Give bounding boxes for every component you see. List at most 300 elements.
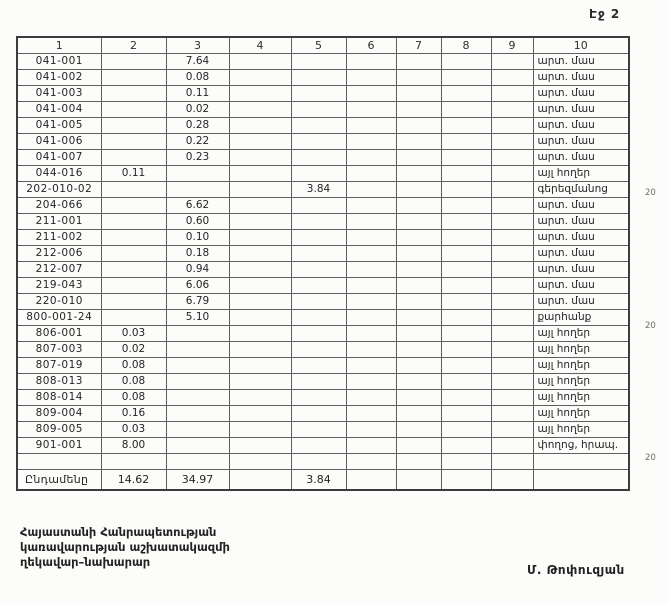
table-row <box>17 214 629 230</box>
table-cell: 806-001 <box>17 326 101 342</box>
footer-line-2: կառավարության աշխատակազմի <box>20 540 230 554</box>
table-cell <box>229 182 291 198</box>
table-cell: 204-066 <box>17 198 101 214</box>
table-cell <box>17 454 101 470</box>
table-cell <box>491 70 533 86</box>
table-cell: 808-013 <box>17 374 101 390</box>
table-row <box>17 134 629 150</box>
table-cell: 0.08 <box>101 390 166 406</box>
table-header <box>17 37 629 54</box>
table-cell: 041-002 <box>17 70 101 86</box>
table-cell <box>396 70 441 86</box>
table-cell <box>396 182 441 198</box>
table-cell <box>441 102 491 118</box>
table-row <box>17 374 629 390</box>
table-cell <box>346 166 396 182</box>
table-cell <box>396 118 441 134</box>
table-cell <box>291 326 346 342</box>
table-cell: 0.10 <box>166 230 229 246</box>
table-cell <box>166 390 229 406</box>
table-cell <box>101 230 166 246</box>
table-cell: 0.60 <box>166 214 229 230</box>
table-cell: 7.64 <box>166 54 229 70</box>
page-number: Էջ 2 <box>589 7 621 21</box>
column-header: 4 <box>229 37 291 54</box>
table-cell <box>441 454 491 470</box>
table-cell <box>229 342 291 358</box>
total-cell <box>491 470 533 491</box>
table-cell <box>396 230 441 246</box>
table-cell <box>396 310 441 326</box>
table-cell: 0.08 <box>101 374 166 390</box>
table-cell <box>441 246 491 262</box>
table-cell <box>491 326 533 342</box>
table-cell: 212-007 <box>17 262 101 278</box>
table-cell: գերեզմանոց <box>533 182 629 198</box>
table-cell <box>291 374 346 390</box>
table-cell: 0.02 <box>101 342 166 358</box>
table-cell: 0.03 <box>101 422 166 438</box>
table-cell: 0.28 <box>166 118 229 134</box>
table-cell: այլ հողեր <box>533 358 629 374</box>
table-cell <box>229 422 291 438</box>
table-cell <box>229 310 291 326</box>
table-cell: արտ. մաս <box>533 54 629 70</box>
table-cell <box>291 166 346 182</box>
table-cell: 5.10 <box>166 310 229 326</box>
table-cell <box>396 390 441 406</box>
table-cell <box>166 406 229 422</box>
table-cell <box>346 118 396 134</box>
table-cell: 807-019 <box>17 358 101 374</box>
table-cell <box>396 246 441 262</box>
table-cell <box>491 134 533 150</box>
table-cell <box>229 374 291 390</box>
column-header: 3 <box>166 37 229 54</box>
table-cell <box>291 278 346 294</box>
table-cell <box>291 118 346 134</box>
table-cell <box>491 390 533 406</box>
table-cell: 0.94 <box>166 262 229 278</box>
table-cell: արտ. մաս <box>533 214 629 230</box>
table-cell <box>291 246 346 262</box>
column-header: 6 <box>346 37 396 54</box>
table-cell: արտ. մաս <box>533 102 629 118</box>
table-cell <box>491 374 533 390</box>
total-row <box>17 470 629 491</box>
table-cell <box>441 166 491 182</box>
table-cell <box>441 230 491 246</box>
table-cell <box>346 54 396 70</box>
table-cell: 3.84 <box>291 182 346 198</box>
table-cell <box>346 198 396 214</box>
table-cell <box>441 422 491 438</box>
table-row <box>17 278 629 294</box>
table-cell <box>396 454 441 470</box>
table-cell <box>396 294 441 310</box>
table-cell: 0.08 <box>101 358 166 374</box>
footer-line-3: ղեկավար–նախարար <box>20 555 151 569</box>
table-row <box>17 246 629 262</box>
table-cell <box>166 374 229 390</box>
table-cell <box>441 150 491 166</box>
table-cell: արտ. մաս <box>533 230 629 246</box>
table-cell: 041-001 <box>17 54 101 70</box>
table-cell <box>396 150 441 166</box>
table-row <box>17 198 629 214</box>
table-cell <box>533 454 629 470</box>
table-cell <box>101 454 166 470</box>
table-cell <box>101 102 166 118</box>
table-cell <box>491 214 533 230</box>
table-footer <box>17 470 629 491</box>
table-cell: արտ. մաս <box>533 198 629 214</box>
table-cell: 041-007 <box>17 150 101 166</box>
table-cell <box>491 166 533 182</box>
table-cell <box>291 358 346 374</box>
table-cell <box>229 438 291 454</box>
table-cell <box>229 294 291 310</box>
table-row <box>17 342 629 358</box>
table-cell <box>291 406 346 422</box>
table-cell <box>291 214 346 230</box>
table-cell <box>291 70 346 86</box>
table-cell: այլ հողեր <box>533 326 629 342</box>
table-cell <box>101 54 166 70</box>
table-row <box>17 86 629 102</box>
table-cell <box>396 262 441 278</box>
table-cell <box>491 262 533 278</box>
table-cell <box>229 214 291 230</box>
table-cell <box>101 198 166 214</box>
table-cell <box>346 326 396 342</box>
table-cell <box>101 70 166 86</box>
table-cell: այլ հողեր <box>533 166 629 182</box>
column-header: 1 <box>17 37 101 54</box>
table-cell <box>229 86 291 102</box>
table-row <box>17 358 629 374</box>
table-cell <box>229 358 291 374</box>
table-cell <box>491 118 533 134</box>
table-cell: 6.62 <box>166 198 229 214</box>
table-cell <box>229 454 291 470</box>
table-row <box>17 150 629 166</box>
table-cell <box>346 342 396 358</box>
table-cell <box>229 70 291 86</box>
table-cell: 808-014 <box>17 390 101 406</box>
table-cell <box>101 262 166 278</box>
table-cell: 809-004 <box>17 406 101 422</box>
table-cell: այլ հողեր <box>533 406 629 422</box>
table-cell <box>291 198 346 214</box>
table-cell <box>396 358 441 374</box>
table-cell: արտ. մաս <box>533 294 629 310</box>
table-cell: 041-004 <box>17 102 101 118</box>
table-cell <box>229 230 291 246</box>
table-cell <box>291 54 346 70</box>
column-header: 8 <box>441 37 491 54</box>
table-cell: այլ հողեր <box>533 342 629 358</box>
table-cell <box>346 246 396 262</box>
table-cell <box>491 310 533 326</box>
total-label: Ընդամենը <box>17 470 101 491</box>
table-row <box>17 294 629 310</box>
table-cell <box>346 310 396 326</box>
table-cell <box>346 230 396 246</box>
column-header: 9 <box>491 37 533 54</box>
table-cell: 041-003 <box>17 86 101 102</box>
table-cell: 0.03 <box>101 326 166 342</box>
table-cell <box>441 294 491 310</box>
table-cell <box>441 438 491 454</box>
table-cell <box>291 294 346 310</box>
table-cell <box>396 438 441 454</box>
table-cell <box>491 422 533 438</box>
table-cell <box>291 230 346 246</box>
table-cell: այլ հողեր <box>533 422 629 438</box>
table-cell <box>346 390 396 406</box>
table-cell <box>229 150 291 166</box>
table-cell: 211-002 <box>17 230 101 246</box>
total-cell <box>441 470 491 491</box>
table-cell: փողոց, հրապ. <box>533 438 629 454</box>
table-cell <box>441 278 491 294</box>
table-cell <box>291 454 346 470</box>
table-cell <box>396 278 441 294</box>
total-cell: 34.97 <box>166 470 229 491</box>
table-cell <box>166 438 229 454</box>
table-cell <box>291 134 346 150</box>
table-cell <box>346 86 396 102</box>
table-cell <box>441 390 491 406</box>
table-cell <box>491 278 533 294</box>
table-cell <box>346 182 396 198</box>
table-row <box>17 326 629 342</box>
table-cell: արտ. մաս <box>533 118 629 134</box>
table-cell <box>229 166 291 182</box>
table-cell <box>441 310 491 326</box>
table-cell <box>229 406 291 422</box>
table-cell <box>491 406 533 422</box>
table-cell <box>101 214 166 230</box>
table-row <box>17 54 629 70</box>
table-cell <box>441 326 491 342</box>
table-cell: այլ հողեր <box>533 374 629 390</box>
table-cell <box>229 198 291 214</box>
table-row <box>17 166 629 182</box>
table-cell <box>346 214 396 230</box>
table-cell: 0.16 <box>101 406 166 422</box>
table-cell <box>291 342 346 358</box>
table-cell <box>441 374 491 390</box>
table-cell: 800-001-24 <box>17 310 101 326</box>
table-cell <box>491 54 533 70</box>
table-cell <box>346 454 396 470</box>
table-cell: 041-005 <box>17 118 101 134</box>
table-cell <box>396 102 441 118</box>
table-cell: 211-001 <box>17 214 101 230</box>
table-cell: 0.08 <box>166 70 229 86</box>
table-cell <box>491 198 533 214</box>
table-cell <box>291 262 346 278</box>
total-cell <box>396 470 441 491</box>
table-cell <box>346 150 396 166</box>
table-row <box>17 118 629 134</box>
table-cell <box>229 262 291 278</box>
table-cell: արտ. մաս <box>533 262 629 278</box>
table-cell <box>229 326 291 342</box>
table-cell: 6.06 <box>166 278 229 294</box>
table-cell: 220-010 <box>17 294 101 310</box>
table-cell <box>346 438 396 454</box>
footer-title-block <box>20 525 230 570</box>
table-cell <box>166 166 229 182</box>
table-cell <box>491 294 533 310</box>
table-cell: 041-006 <box>17 134 101 150</box>
table-cell <box>396 326 441 342</box>
header-row <box>17 37 629 54</box>
table-cell <box>291 150 346 166</box>
table-cell <box>441 198 491 214</box>
table-cell: արտ. մաս <box>533 70 629 86</box>
table-cell <box>229 118 291 134</box>
total-cell: 14.62 <box>101 470 166 491</box>
table-cell: 044-016 <box>17 166 101 182</box>
table-cell: արտ. մաս <box>533 246 629 262</box>
table-cell <box>346 262 396 278</box>
table-cell: 0.11 <box>101 166 166 182</box>
table-cell <box>101 118 166 134</box>
table-row <box>17 454 629 470</box>
table-cell <box>491 86 533 102</box>
table-cell: 0.11 <box>166 86 229 102</box>
land-parcel-table <box>16 36 630 491</box>
column-header: 5 <box>291 37 346 54</box>
table-cell <box>441 54 491 70</box>
table-cell: արտ. մաս <box>533 134 629 150</box>
table-row <box>17 70 629 86</box>
handwritten-margin-note: 20 <box>645 453 656 464</box>
table-cell <box>441 262 491 278</box>
table-cell: 0.02 <box>166 102 229 118</box>
table-cell <box>441 214 491 230</box>
table-row <box>17 422 629 438</box>
table-cell: 901-001 <box>17 438 101 454</box>
table-cell <box>166 422 229 438</box>
table-cell <box>491 150 533 166</box>
table-cell <box>229 390 291 406</box>
column-header: 2 <box>101 37 166 54</box>
table-cell: արտ. մաս <box>533 86 629 102</box>
table-cell: 202-010-02 <box>17 182 101 198</box>
table-cell <box>101 310 166 326</box>
table-cell <box>166 454 229 470</box>
table-cell <box>166 358 229 374</box>
table-cell: 0.18 <box>166 246 229 262</box>
table-cell <box>101 246 166 262</box>
table-cell <box>441 86 491 102</box>
table-cell <box>291 422 346 438</box>
table-cell <box>396 86 441 102</box>
table-cell <box>346 374 396 390</box>
table-cell <box>229 54 291 70</box>
table-cell <box>396 374 441 390</box>
column-header: 10 <box>533 37 629 54</box>
table-row <box>17 102 629 118</box>
table-cell <box>166 326 229 342</box>
table-cell <box>346 358 396 374</box>
table-cell: 809-005 <box>17 422 101 438</box>
table-cell <box>396 166 441 182</box>
table-cell <box>101 86 166 102</box>
table-cell <box>101 294 166 310</box>
table-cell <box>346 294 396 310</box>
table-cell <box>346 406 396 422</box>
handwritten-margin-note: 20 <box>645 320 656 331</box>
total-cell <box>533 470 629 491</box>
table-cell <box>491 454 533 470</box>
table-cell <box>441 358 491 374</box>
table-cell <box>346 102 396 118</box>
table-cell <box>441 406 491 422</box>
handwritten-margin-note: 20 <box>645 187 656 198</box>
table-cell <box>441 134 491 150</box>
table-cell <box>396 54 441 70</box>
table-body <box>17 54 629 470</box>
table-cell <box>491 230 533 246</box>
table-cell <box>346 278 396 294</box>
table-row <box>17 262 629 278</box>
total-cell: 3.84 <box>291 470 346 491</box>
table-cell <box>491 438 533 454</box>
table-cell <box>441 182 491 198</box>
table-cell <box>396 406 441 422</box>
table-cell: արտ. մաս <box>533 150 629 166</box>
table-cell <box>441 342 491 358</box>
footer-line-1: Հայաստանի Հանրապետության <box>20 525 217 539</box>
table-cell: այլ հողեր <box>533 390 629 406</box>
table-row <box>17 406 629 422</box>
table-cell: քարհանք <box>533 310 629 326</box>
table-cell <box>291 86 346 102</box>
table-cell <box>291 390 346 406</box>
table-cell <box>346 134 396 150</box>
table-cell <box>101 278 166 294</box>
table-cell <box>396 134 441 150</box>
table-cell <box>346 70 396 86</box>
table-cell <box>441 118 491 134</box>
column-header: 7 <box>396 37 441 54</box>
table-cell <box>491 102 533 118</box>
table-row <box>17 182 629 198</box>
total-cell <box>346 470 396 491</box>
table-row <box>17 230 629 246</box>
table-cell: 212-006 <box>17 246 101 262</box>
table-cell: 0.22 <box>166 134 229 150</box>
table-cell <box>396 422 441 438</box>
table-cell: 219-043 <box>17 278 101 294</box>
table-cell <box>346 422 396 438</box>
table-cell <box>229 278 291 294</box>
table-row <box>17 310 629 326</box>
table-row <box>17 390 629 406</box>
table-cell <box>396 214 441 230</box>
table-cell <box>291 102 346 118</box>
table-cell <box>166 342 229 358</box>
table-cell: 8.00 <box>101 438 166 454</box>
total-cell <box>229 470 291 491</box>
table-cell <box>441 70 491 86</box>
